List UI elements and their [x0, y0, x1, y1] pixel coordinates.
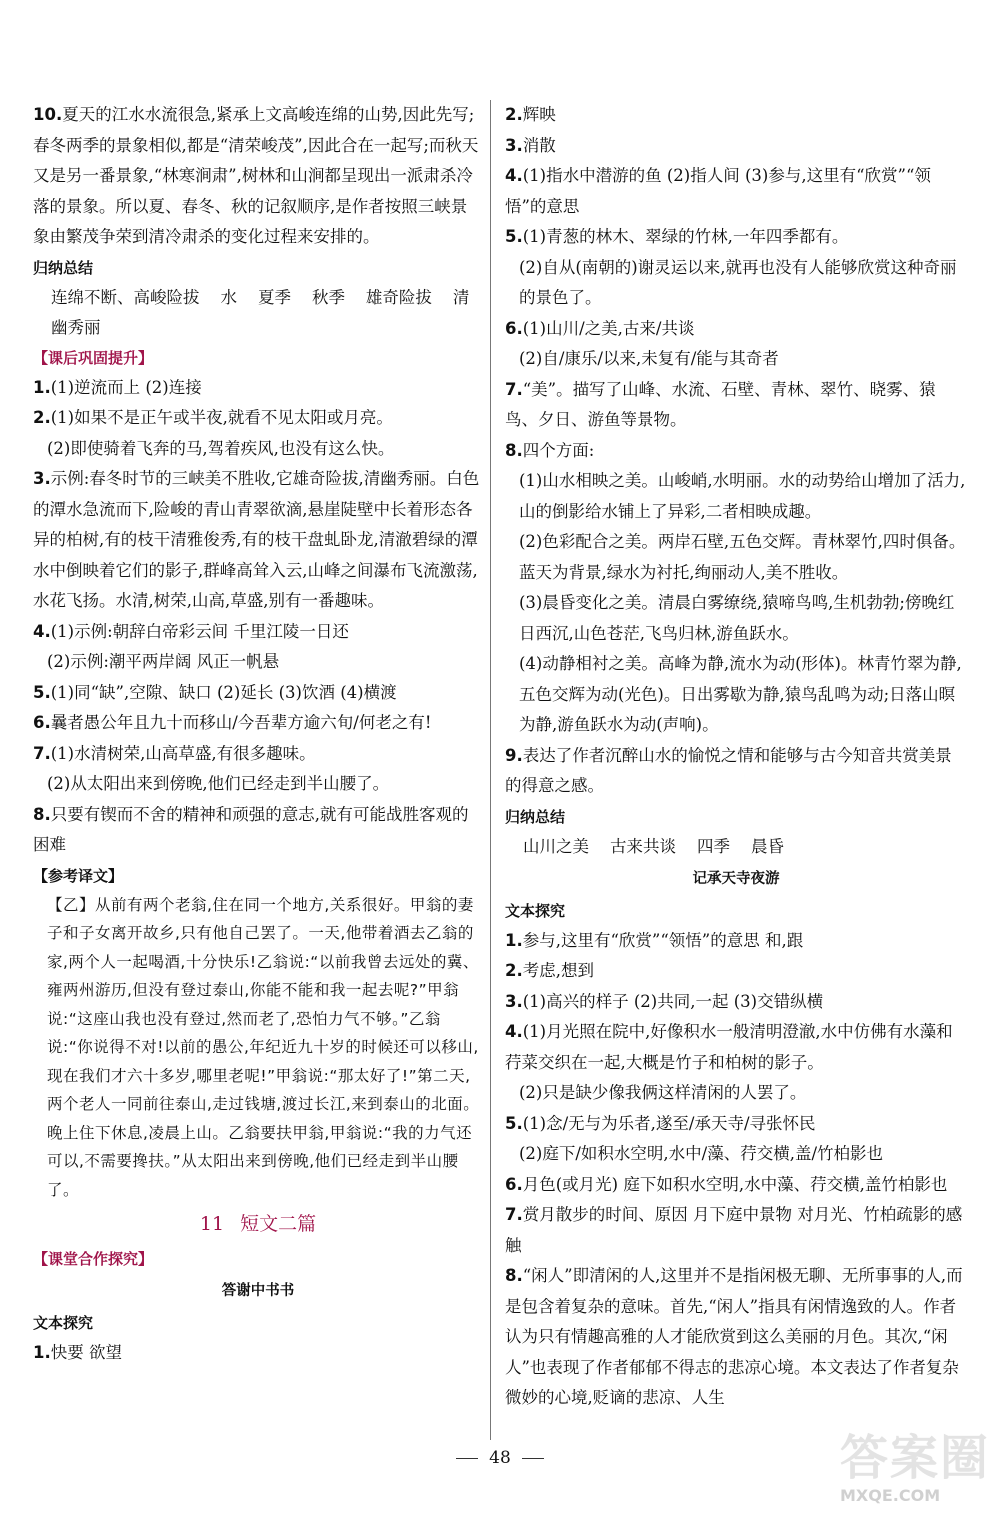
answer-number: 4.	[505, 1022, 523, 1041]
summary-text-right: 山川之美 古来共谈 四季 晨昏	[523, 836, 784, 856]
answer-text: (1)如果不是正午或半夜,就看不见太阳或月亮。	[50, 408, 393, 427]
answer-item	[505, 1170, 967, 1201]
answer-number: 4.	[505, 166, 523, 185]
answer-number: 3.	[505, 135, 523, 155]
answer-text: 曩者愚公年且九十而移山/今吾辈方逾六旬/何老之有!	[50, 713, 432, 732]
answer-item	[505, 131, 967, 162]
answer-number: 1.	[505, 930, 523, 950]
answer-item	[505, 1078, 967, 1109]
answer-text: 四个方面:	[522, 440, 595, 460]
answer-number: 3.	[33, 469, 51, 488]
answer-number: 9.	[505, 745, 523, 765]
reference-translation: 【乙】从前有两个老翁,住在同一个地方,关系很好。甲翁的妻子和子女离开故乡,只有他自己罢了。一天,他带着酒去乙翁的家,两个人一起喝酒,十分快乐!乙翁说:“以前我曾去远处的冀、雍两州游历,但没有登过泰山,你能不能和我一起去呢?”甲翁说:“这座山我也没有登过,然而老了,恐怕力气不够。”乙翁说:“你说得不对!以前的愚公,年纪近九十岁的时候还可以移山,现在我们才六十多岁,哪里老呢!”甲翁说:“那太好了!”第二天,两个老人一同前往泰山,走过钱塘,渡过长江,来到泰山的北面。晚上住下休息,凌晨上山。乙翁要扶甲翁,甲翁说:“我的力气还可以,不需要搀扶。”从太阳出来到傍晚,他们已经走到半山腰了。	[47, 895, 480, 1199]
answer-item	[33, 800, 483, 861]
answer-text: 月色(或月光) 庭下如积水空明,水中藻、荇交横,盖竹柏影也	[522, 1174, 948, 1194]
answer-number: 2.	[33, 408, 51, 427]
answer-number: 2.	[505, 105, 523, 124]
answer-text: (1)指水中潜游的鱼 (2)指人间 (3)参与,这里有“欣赏”“领悟”的意思	[505, 166, 931, 216]
answer-text: (1)月光照在院中,好像积水一般清明澄澈,水中仿佛有水藻和荇菜交织在一起,大概是竹子和柏树的影子。	[505, 1022, 953, 1072]
answer-item	[505, 253, 967, 314]
answer-text: “闲人”即清闲的人,这里并不是指闲极无聊、无所事事的人,而是包含着复杂的意味。首先,“闲人”指具有闲情逸致的人。作者认为只有情趣高雅的人才能欣赏到这么美丽的月色。其次,“闲人”也表现了作者郁郁不得志的悲凉心境。本文表达了作者复杂微妙的心境,贬谪的悲凉、人生	[505, 1266, 963, 1407]
answer-text: 参与,这里有“欣赏”“领悟”的意思 和,跟	[522, 930, 804, 950]
answer-text: (1)山川/之美,古来/共谈	[522, 318, 695, 338]
answer-text: (1)示例:朝辞白帝彩云间 千里江陵一日还	[50, 621, 349, 641]
answer-item	[505, 987, 967, 1018]
answer-text: (2)色彩配合之美。两岸石壁,五色交辉。青林翠竹,四时俱备。蓝天为背景,绿水为衬托,绚丽动人,美不胜收。	[519, 532, 966, 582]
answer-text: 考虑,想到	[522, 961, 594, 980]
answer-text: (1)同“缺”,空隙、缺口 (2)延长 (3)饮酒 (4)横渡	[50, 682, 397, 702]
lesson-number: 11	[199, 1213, 225, 1235]
answer-number: 7.	[33, 743, 51, 763]
answer-item	[505, 741, 967, 802]
answer-number: 6.	[505, 1174, 523, 1194]
answer-text: 消散	[522, 135, 556, 155]
answer-item	[33, 434, 483, 465]
answer-item	[505, 1017, 967, 1078]
reference-translation-heading: 【参考译文】	[33, 866, 124, 885]
answer-item	[33, 373, 483, 404]
summary-heading-right: 归纳总结	[505, 807, 566, 826]
answer-item	[505, 466, 967, 527]
answer-text: (2)从太阳出来到傍晚,他们已经走到半山腰了。	[47, 774, 390, 793]
answer-item	[505, 161, 967, 222]
answer-number: 5.	[33, 682, 51, 702]
answer-number: 8.	[505, 440, 523, 460]
answer-number: 6.	[33, 713, 51, 732]
answer-item	[505, 926, 967, 957]
answer-text: 赏月散步的时间、原因 月下庭中景物 对月光、竹柏疏影的感触	[505, 1205, 963, 1255]
answer-item	[505, 649, 967, 741]
section-after-class: 【课后巩固提升】	[33, 348, 154, 367]
answer-item	[33, 739, 483, 770]
answer-item	[505, 1261, 967, 1414]
answer-text: (2)即使骑着飞奔的马,驾着疾风,也没有这么快。	[47, 438, 395, 458]
text-subtitle-right: 记承天寺夜游	[692, 870, 780, 887]
page-dash-right	[522, 1458, 544, 1459]
answer-text: (1)念/无与为乐者,遂至/承天寺/寻张怀民	[522, 1113, 816, 1133]
answer-number: 8.	[505, 1266, 523, 1285]
answer-item	[33, 464, 483, 617]
column-divider	[490, 100, 491, 1440]
answer-text: (1)高兴的样子 (2)共同,一起 (3)交错纵横	[522, 991, 824, 1011]
watermark-logo: 答案圈 MXQE.COM	[840, 1430, 991, 1505]
summary-heading: 归纳总结	[33, 258, 94, 277]
answer-text: (1)逆流而上 (2)连接	[50, 377, 202, 397]
answer-number: 1.	[33, 377, 51, 397]
answer-text: (1)青葱的林木、翠绿的竹林,一年四季都有。	[522, 227, 849, 246]
answer-item	[33, 678, 483, 709]
text-subtitle: 答谢中书书	[221, 1283, 295, 1299]
answer-item	[505, 100, 967, 131]
section-class-explore: 【课堂合作探究】	[33, 1250, 154, 1268]
answer-text: (2)庭下/如积水空明,水中/藻、荇交横,盖/竹柏影也	[519, 1144, 884, 1163]
answer-text: “美”。描写了山峰、水流、石壁、青林、翠竹、晓雾、猿鸟、夕日、游鱼等景物。	[505, 379, 936, 429]
answer-number: 5.	[505, 1113, 523, 1133]
answer-text: (1)山水相映之美。山峻峭,水明丽。水的动势给山增加了活力,山的倒影给水铺上了异彩,二者相映成趣。	[519, 471, 966, 521]
lesson-title	[33, 1206, 483, 1242]
answer-item	[505, 1139, 967, 1170]
answer-list-b	[505, 926, 967, 1414]
right-column	[505, 100, 967, 1414]
answer-1: 1.快要 欲望	[33, 1343, 122, 1362]
page-number: 48	[0, 1448, 1000, 1468]
answer-list	[33, 373, 483, 861]
answer-number: 7.	[505, 379, 523, 399]
answer-item	[505, 222, 967, 253]
explore-heading-right: 文本探究	[505, 901, 566, 920]
answer-item	[505, 436, 967, 467]
answer-text: 表达了作者沉醉山水的愉悦之情和能够与古今知音共赏美景的得意之感。	[505, 745, 952, 795]
answer-number: 3.	[505, 991, 523, 1011]
answer-list-a	[505, 100, 967, 802]
answer-text: (2)自从(南朝的)谢灵运以来,就再也没有人能够欣赏这种奇丽的景色了。	[519, 257, 957, 307]
answer-item	[505, 588, 967, 649]
answer-item	[505, 314, 967, 345]
left-column	[33, 100, 483, 1369]
answer-item	[33, 647, 483, 678]
answer-item	[505, 1109, 967, 1140]
answer-text: 只要有锲而不舍的精神和顽强的意志,就有可能战胜客观的困难	[33, 804, 469, 854]
answer-number: 4.	[33, 621, 51, 641]
answer-item	[505, 344, 967, 375]
page-dash-left	[456, 1458, 478, 1459]
answer-text: 辉映	[522, 105, 556, 124]
answer-text: (1)水清树荣,山高草盛,有很多趣味。	[50, 743, 316, 763]
answer-number: 2.	[505, 961, 523, 980]
answer-text: (2)示例:潮平两岸阔 风正一帆悬	[47, 652, 280, 671]
answer-number: 6.	[505, 318, 523, 338]
answer-number: 5.	[505, 227, 523, 246]
answer-item	[505, 527, 967, 588]
summary-text: 连绵不断、高峻险拔 水 夏季 秋季 雄奇险拔 清幽秀丽	[51, 287, 470, 337]
answer-item	[33, 708, 483, 739]
answer-item	[505, 956, 967, 987]
answer-item	[33, 403, 483, 434]
answer-text: (2)只是缺少像我俩这样清闲的人罢了。	[519, 1083, 807, 1102]
answer-item	[33, 769, 483, 800]
answer-text: (3)晨昏变化之美。清晨白雾缭绕,猿啼鸟鸣,生机勃勃;傍晚红日西沉,山色苍茫,飞鸟归林,游鱼跃水。	[519, 593, 955, 643]
answer-number: 8.	[33, 804, 51, 824]
answer-text: 示例:春冬时节的三峡美不胜收,它雄奇险拔,清幽秀丽。白色的潭水急流而下,险峻的青山青翠欲滴,悬崖陡壁中长着形态各异的柏树,有的枝干清雅俊秀,有的枝干盘虬卧龙,清澈碧绿的潭水中倒映着它们的影子,群峰高耸入云,山峰之间瀑布飞流激荡,水花飞扬。水清,树荣,山高,草盛,别有一番趣味。	[33, 469, 480, 610]
answer-item	[505, 1200, 967, 1261]
answer-item	[505, 375, 967, 436]
explore-heading: 文本探究	[33, 1314, 94, 1332]
answer-item	[33, 617, 483, 648]
answer-text: (4)动静相衬之美。高峰为静,流水为动(形体)。林青竹翠为静,五色交辉为动(光色)。日出雾歇为静,猿鸟乱鸣为动;日落山暝为静,游鱼跃水为动(声响)。	[519, 654, 962, 734]
answer-text: (2)自/康乐/以来,未复有/能与其奇者	[519, 349, 779, 368]
answer-number: 7.	[505, 1205, 523, 1224]
lesson-name: 短文二篇	[240, 1213, 317, 1235]
answer-10: 10.夏天的江水水流很急,紧承上文高峻连绵的山势,因此先写;春冬两季的景象相似,都是“清荣峻茂”,因此合在一起写;而秋天又是另一番景象,“林寒涧肃”,树林和山涧都呈现出一派肃杀冷落的景象。所以夏、春冬、秋的记叙顺序,是作者按照三峡景象由繁茂争荣到清冷肃杀的变化过程来安排的。	[33, 105, 479, 246]
